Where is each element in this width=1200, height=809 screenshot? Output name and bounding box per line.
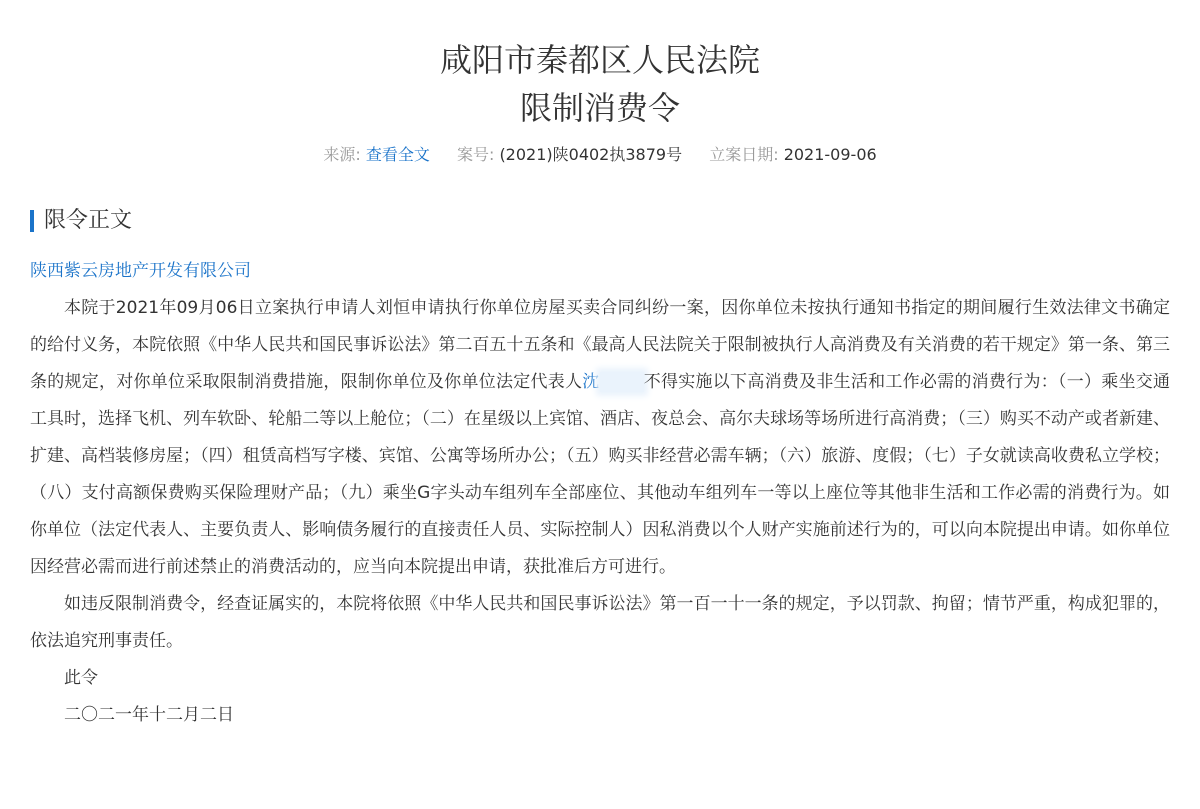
- order-body: [30, 290, 1170, 734]
- paragraph-1-part-b: 不得实施以下高消费及非生活和工作必需的消费行为：（一）乘坐交通工具时，选择飞机、列车软卧、轮船二等以上舱位；（二）在星级以上宾馆、酒店、夜总会、高尔夫球场等场所进行高消费；（三）购买不动产或者新建、扩建、高档装修房屋；（四）租赁高档写字楼、宾馆、公寓等场所办公；（五）购买非经营必需车辆；（六）旅游、度假；（七）子女就读高收费私立学校；（八）支付高额保费购买保险理财产品；（九）乘坐G字头动车组列车全部座位、其他动车组列车一等以上座位等其他非生活和工作必需的消费行为。如你单位（法定代表人、主要负责人、影响债务履行的直接责任人员、实际控制人）因私消费以个人财产实施前述行为的，可以向本院提出申请。如你单位因经营必需而进行前述禁止的消费活动的，应当向本院提出申请，获批准后方可进行。: [30, 372, 1171, 577]
- filing-date-label: 立案日期:: [709, 145, 779, 164]
- filing-date: 2021-09-06: [783, 145, 877, 164]
- closing-line: 此令: [64, 668, 98, 688]
- legal-representative-name: 沈: [582, 372, 600, 392]
- section-title: 限令正文: [44, 208, 133, 233]
- body-paragraph-2: 如违反限制消费令，经查证属实的，本院将依照《中华人民共和国民事诉讼法》第一百一十一条的规定，予以罚款、拘留；情节严重，构成犯罪的，依法追究刑事责任。: [30, 594, 1170, 651]
- document-title: 限制消费令: [519, 89, 680, 127]
- source-label: 来源:: [323, 145, 361, 164]
- section-accent-bar: [30, 210, 34, 232]
- section-heading: [30, 203, 132, 239]
- document-meta: [0, 142, 1200, 168]
- case-number-label: 案号:: [456, 145, 495, 164]
- case-number: (2021)陕0402执3879号: [499, 145, 683, 164]
- view-full-text-link[interactable]: 查看全文: [365, 145, 430, 164]
- redacted-name-block: [600, 372, 644, 392]
- court-name: 咸阳市秦都区人民法院: [439, 41, 760, 79]
- recipient-company-link[interactable]: 陕西紫云房地产开发有限公司: [30, 261, 251, 281]
- paragraph-1-part-a: 本院于2021年09月06日立案执行申请人刘恒申请执行你单位房屋买卖合同纠纷一案，因你单位未按执行通知书指定的期间履行生效法律文书确定的给付义务，本院依照《中华人民共和国民事诉讼法》第二百五十五条和《最高人民法院关于限制被执行人高消费及有关消费的若干规定》第一条、第三条的规定，对你单位采取限制消费措施，限制你单位及你单位法定代表人: [30, 298, 1170, 392]
- issue-date: 二〇二一年十二月二日: [64, 705, 234, 725]
- body-paragraph-1: [30, 290, 1170, 586]
